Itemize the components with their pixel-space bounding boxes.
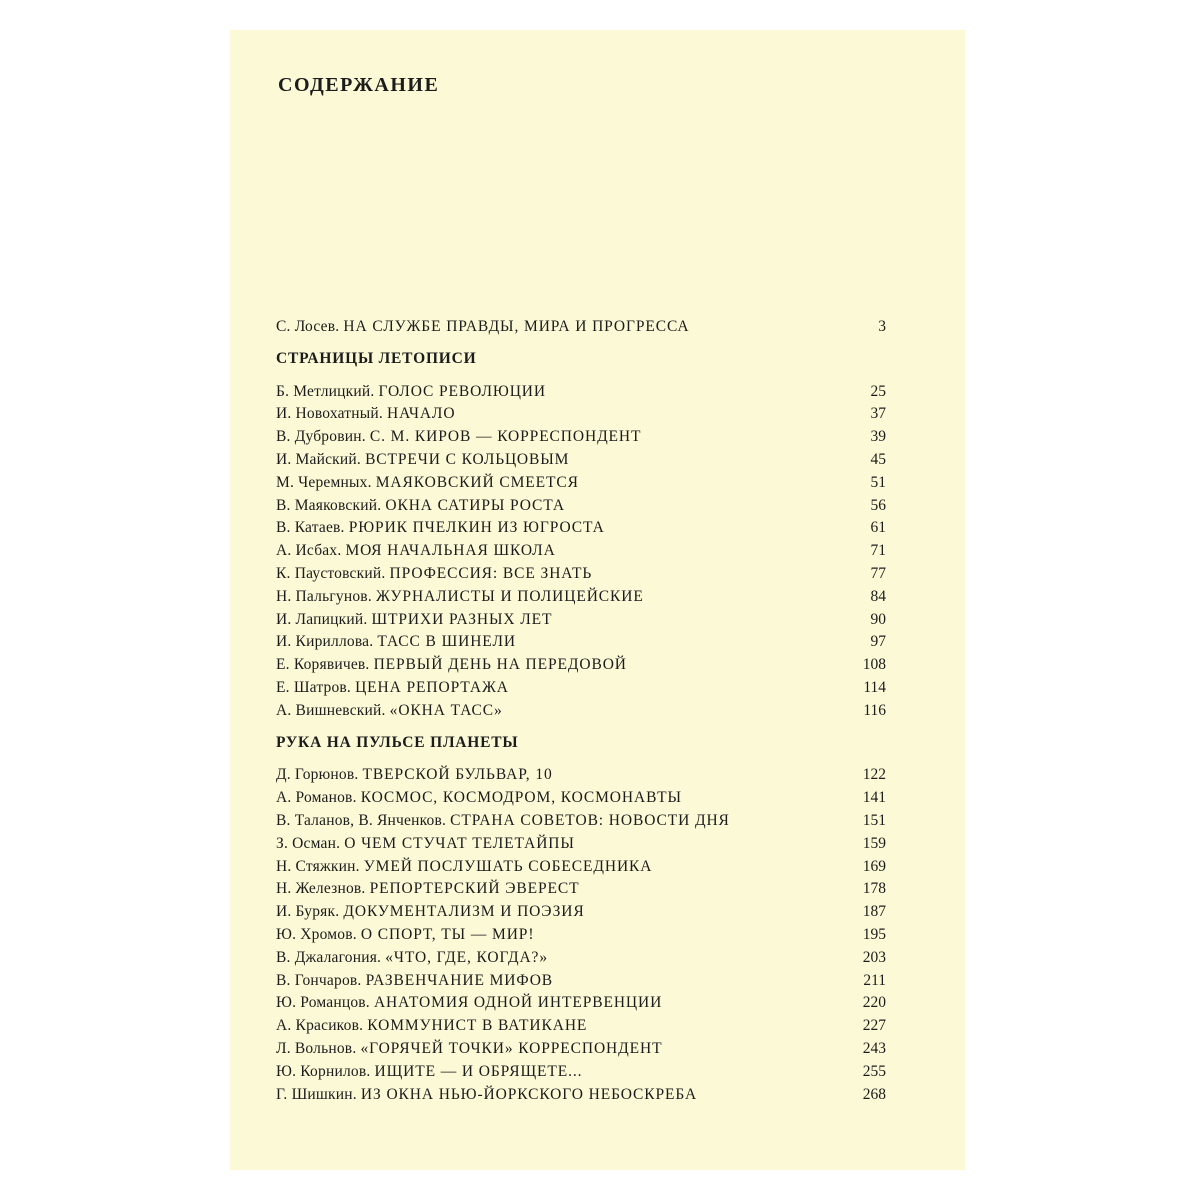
- entry-page-number: 169: [862, 857, 886, 875]
- entry-page-number: 141: [862, 789, 886, 807]
- toc-entry: [276, 472, 886, 495]
- entry-title: АНАТОМИЯ ОДНОЙ ИНТЕРВЕНЦИИ: [373, 994, 663, 1012]
- entry-page-number: 3: [878, 318, 886, 335]
- entry-author: И. Майский.: [276, 450, 361, 468]
- entry-page-number: 51: [870, 473, 886, 491]
- entry-author: И. Буряк.: [276, 903, 340, 921]
- entry-title: С. М. КИРОВ — КОРРЕСПОНДЕНТ: [369, 428, 642, 446]
- toc-entry-intro: [276, 316, 886, 339]
- toc-entry: [276, 878, 886, 901]
- entry-title: МОЯ НАЧАЛЬНАЯ ШКОЛА: [345, 542, 556, 560]
- toc-entry: [276, 970, 886, 993]
- entry-title: ЦЕНА РЕПОРТАЖА: [355, 678, 509, 696]
- entry-page-number: 211: [863, 971, 886, 989]
- entry-page-number: 114: [863, 678, 886, 696]
- entry-title: ТАСС В ШИНЕЛИ: [377, 633, 516, 651]
- entry-author: К. Паустовский.: [276, 564, 386, 582]
- entry-author: М. Черемных.: [276, 473, 372, 491]
- entry-page-number: 243: [862, 1039, 886, 1057]
- entry-page-number: 25: [870, 382, 886, 400]
- toc-entry: [276, 856, 886, 879]
- entry-author: Н. Стяжкин.: [276, 857, 360, 875]
- entry-title: НА СЛУЖБЕ ПРАВДЫ, МИРА И ПРОГРЕССА: [343, 318, 690, 335]
- entry-page-number: 77: [870, 564, 886, 582]
- entry-title: ПРОФЕССИЯ: ВСЕ ЗНАТЬ: [389, 564, 593, 582]
- section-entries: [276, 381, 886, 723]
- entry-page-number: 255: [862, 1062, 886, 1080]
- entry-author: Н. Железнов.: [276, 880, 366, 898]
- entry-author: И. Кириллова.: [276, 633, 374, 651]
- toc-entry: [276, 1015, 886, 1038]
- entry-author: А. Красиков.: [276, 1017, 364, 1035]
- entry-page-number: 90: [870, 610, 886, 628]
- book-page: [230, 30, 965, 1170]
- entry-author: В. Таланов, В. Янченков.: [276, 811, 447, 829]
- entry-title: КОММУНИСТ В ВАТИКАНЕ: [367, 1017, 588, 1035]
- entry-title: ТВЕРСКОЙ БУЛЬВАР, 10: [362, 766, 553, 784]
- entry-page-number: 116: [863, 701, 886, 719]
- entry-page-number: 220: [862, 994, 886, 1012]
- entry-page-number: 39: [870, 428, 886, 446]
- entry-author: А. Романов.: [276, 789, 357, 807]
- entry-title: «ГОРЯЧЕЙ ТОЧКИ» КОРРЕСПОНДЕНТ: [360, 1039, 663, 1057]
- entry-page-number: 71: [870, 542, 886, 560]
- table-of-contents: [276, 316, 886, 1106]
- entry-title: О ЧЕМ СТУЧАТ ТЕЛЕТАЙПЫ: [344, 834, 575, 852]
- toc-entry: [276, 540, 886, 563]
- section-heading: СТРАНИЦЫ ЛЕТОПИСИ: [276, 349, 477, 367]
- toc-entry: [276, 1061, 886, 1084]
- entry-author: А. Исбах.: [276, 542, 342, 560]
- toc-entry: [276, 677, 886, 700]
- entry-page-number: 151: [862, 811, 886, 829]
- entry-page-number: 227: [862, 1017, 886, 1035]
- entry-title: НАЧАЛО: [387, 405, 456, 423]
- entry-title: ИЗ ОКНА НЬЮ-ЙОРКСКОГО НЕБОСКРЕБА: [360, 1085, 698, 1103]
- toc-entry: [276, 924, 886, 947]
- entry-page-number: 84: [870, 587, 886, 605]
- toc-entry: [276, 810, 886, 833]
- toc-entry: [276, 426, 886, 449]
- entry-author: Е. Шатров.: [276, 678, 351, 696]
- entry-page-number: 187: [862, 903, 886, 921]
- entry-author: Ю. Романцов.: [276, 994, 370, 1012]
- toc-entry: [276, 449, 886, 472]
- toc-entry: [276, 654, 886, 677]
- toc-entry: [276, 1038, 886, 1061]
- entry-title: РЕПОРТЕРСКИЙ ЭВЕРЕСТ: [369, 880, 580, 898]
- entry-title: ОКНА САТИРЫ РОСТА: [385, 496, 565, 514]
- toc-entry: [276, 764, 886, 787]
- toc-entry: [276, 609, 886, 632]
- entry-title: СТРАНА СОВЕТОВ: НОВОСТИ ДНЯ: [450, 811, 730, 829]
- entry-author: А. Вишневский.: [276, 701, 386, 719]
- entry-page-number: 61: [870, 519, 886, 537]
- entry-author: Ю. Хромов.: [276, 925, 357, 943]
- entry-title: УМЕЙ ПОСЛУШАТЬ СОБЕСЕДНИКА: [363, 857, 653, 875]
- toc-entry: [276, 631, 886, 654]
- entry-author: Ю. Корнилов.: [276, 1062, 371, 1080]
- entry-author: И. Новохатный.: [276, 405, 383, 423]
- toc-entry: [276, 1084, 886, 1107]
- toc-entry: [276, 787, 886, 810]
- entry-author: Н. Пальгунов.: [276, 587, 372, 605]
- section-entries: [276, 764, 886, 1106]
- entry-title: РЮРИК ПЧЕЛКИН ИЗ ЮГРОСТА: [348, 519, 605, 537]
- toc-entry: [276, 947, 886, 970]
- toc-entry: [276, 992, 886, 1015]
- entry-author: В. Катаев.: [276, 519, 345, 537]
- toc-entry: [276, 586, 886, 609]
- entry-author: Д. Горюнов.: [276, 766, 359, 784]
- page-title: СОДЕРЖАНИЕ: [278, 74, 440, 96]
- entry-title: «ОКНА ТАСС»: [389, 701, 503, 719]
- entry-title: ГОЛОС РЕВОЛЮЦИИ: [378, 382, 546, 400]
- entry-author: В. Джалагония.: [276, 948, 382, 966]
- toc-entry: [276, 495, 886, 518]
- entry-title: ВСТРЕЧИ С КОЛЬЦОВЫМ: [365, 450, 570, 468]
- entry-title: ШТРИХИ РАЗНЫХ ЛЕТ: [371, 610, 553, 628]
- entry-title: «ЧТО, ГДЕ, КОГДА?»: [385, 948, 548, 966]
- entry-author: Е. Корявичев.: [276, 656, 370, 674]
- entry-page-number: 178: [862, 880, 886, 898]
- entry-page-number: 97: [870, 633, 886, 651]
- entry-page-number: 122: [862, 766, 886, 784]
- entry-author: В. Дубровин.: [276, 428, 366, 446]
- entry-author: И. Лапицкий.: [276, 610, 368, 628]
- toc-entry: [276, 833, 886, 856]
- toc-entry: [276, 381, 886, 404]
- entry-title: О СПОРТ, ТЫ — МИР!: [360, 925, 535, 943]
- entry-author: Б. Метлицкий.: [276, 382, 375, 400]
- entry-title: ДОКУМЕНТАЛИЗМ И ПОЭЗИЯ: [343, 903, 585, 921]
- entry-title: ИЩИТЕ — И ОБРЯЩЕТЕ...: [374, 1062, 583, 1080]
- toc-entry: [276, 403, 886, 426]
- entry-title: МАЯКОВСКИЙ СМЕЕТСЯ: [375, 473, 579, 491]
- entry-title: ПЕРВЫЙ ДЕНЬ НА ПЕРЕДОВОЙ: [373, 656, 627, 674]
- entry-title: РАЗВЕНЧАНИЕ МИФОВ: [365, 971, 554, 989]
- entry-page-number: 159: [862, 834, 886, 852]
- toc-entry: [276, 563, 886, 586]
- entry-author: Г. Шишкин.: [276, 1085, 357, 1103]
- toc-entry: [276, 901, 886, 924]
- entry-author: В. Маяковский.: [276, 496, 382, 514]
- entry-page-number: 268: [862, 1085, 886, 1103]
- entry-author: З. Осман.: [276, 834, 341, 852]
- toc-entry: [276, 517, 886, 540]
- toc-entry: [276, 700, 886, 723]
- entry-author: Л. Вольнов.: [276, 1039, 357, 1057]
- entry-title: ЖУРНАЛИСТЫ И ПОЛИЦЕЙСКИЕ: [375, 587, 644, 605]
- entry-page-number: 56: [870, 496, 886, 514]
- section-heading: РУКА НА ПУЛЬСЕ ПЛАНЕТЫ: [276, 733, 519, 751]
- entry-page-number: 108: [862, 656, 886, 674]
- entry-page-number: 37: [870, 405, 886, 423]
- entry-author: В. Гончаров.: [276, 971, 362, 989]
- entry-page-number: 195: [862, 925, 886, 943]
- entry-page-number: 45: [870, 450, 886, 468]
- entry-author: С. Лосев.: [276, 318, 340, 335]
- entry-page-number: 203: [862, 948, 886, 966]
- entry-title: КОСМОС, КОСМОДРОМ, КОСМОНАВТЫ: [360, 789, 682, 807]
